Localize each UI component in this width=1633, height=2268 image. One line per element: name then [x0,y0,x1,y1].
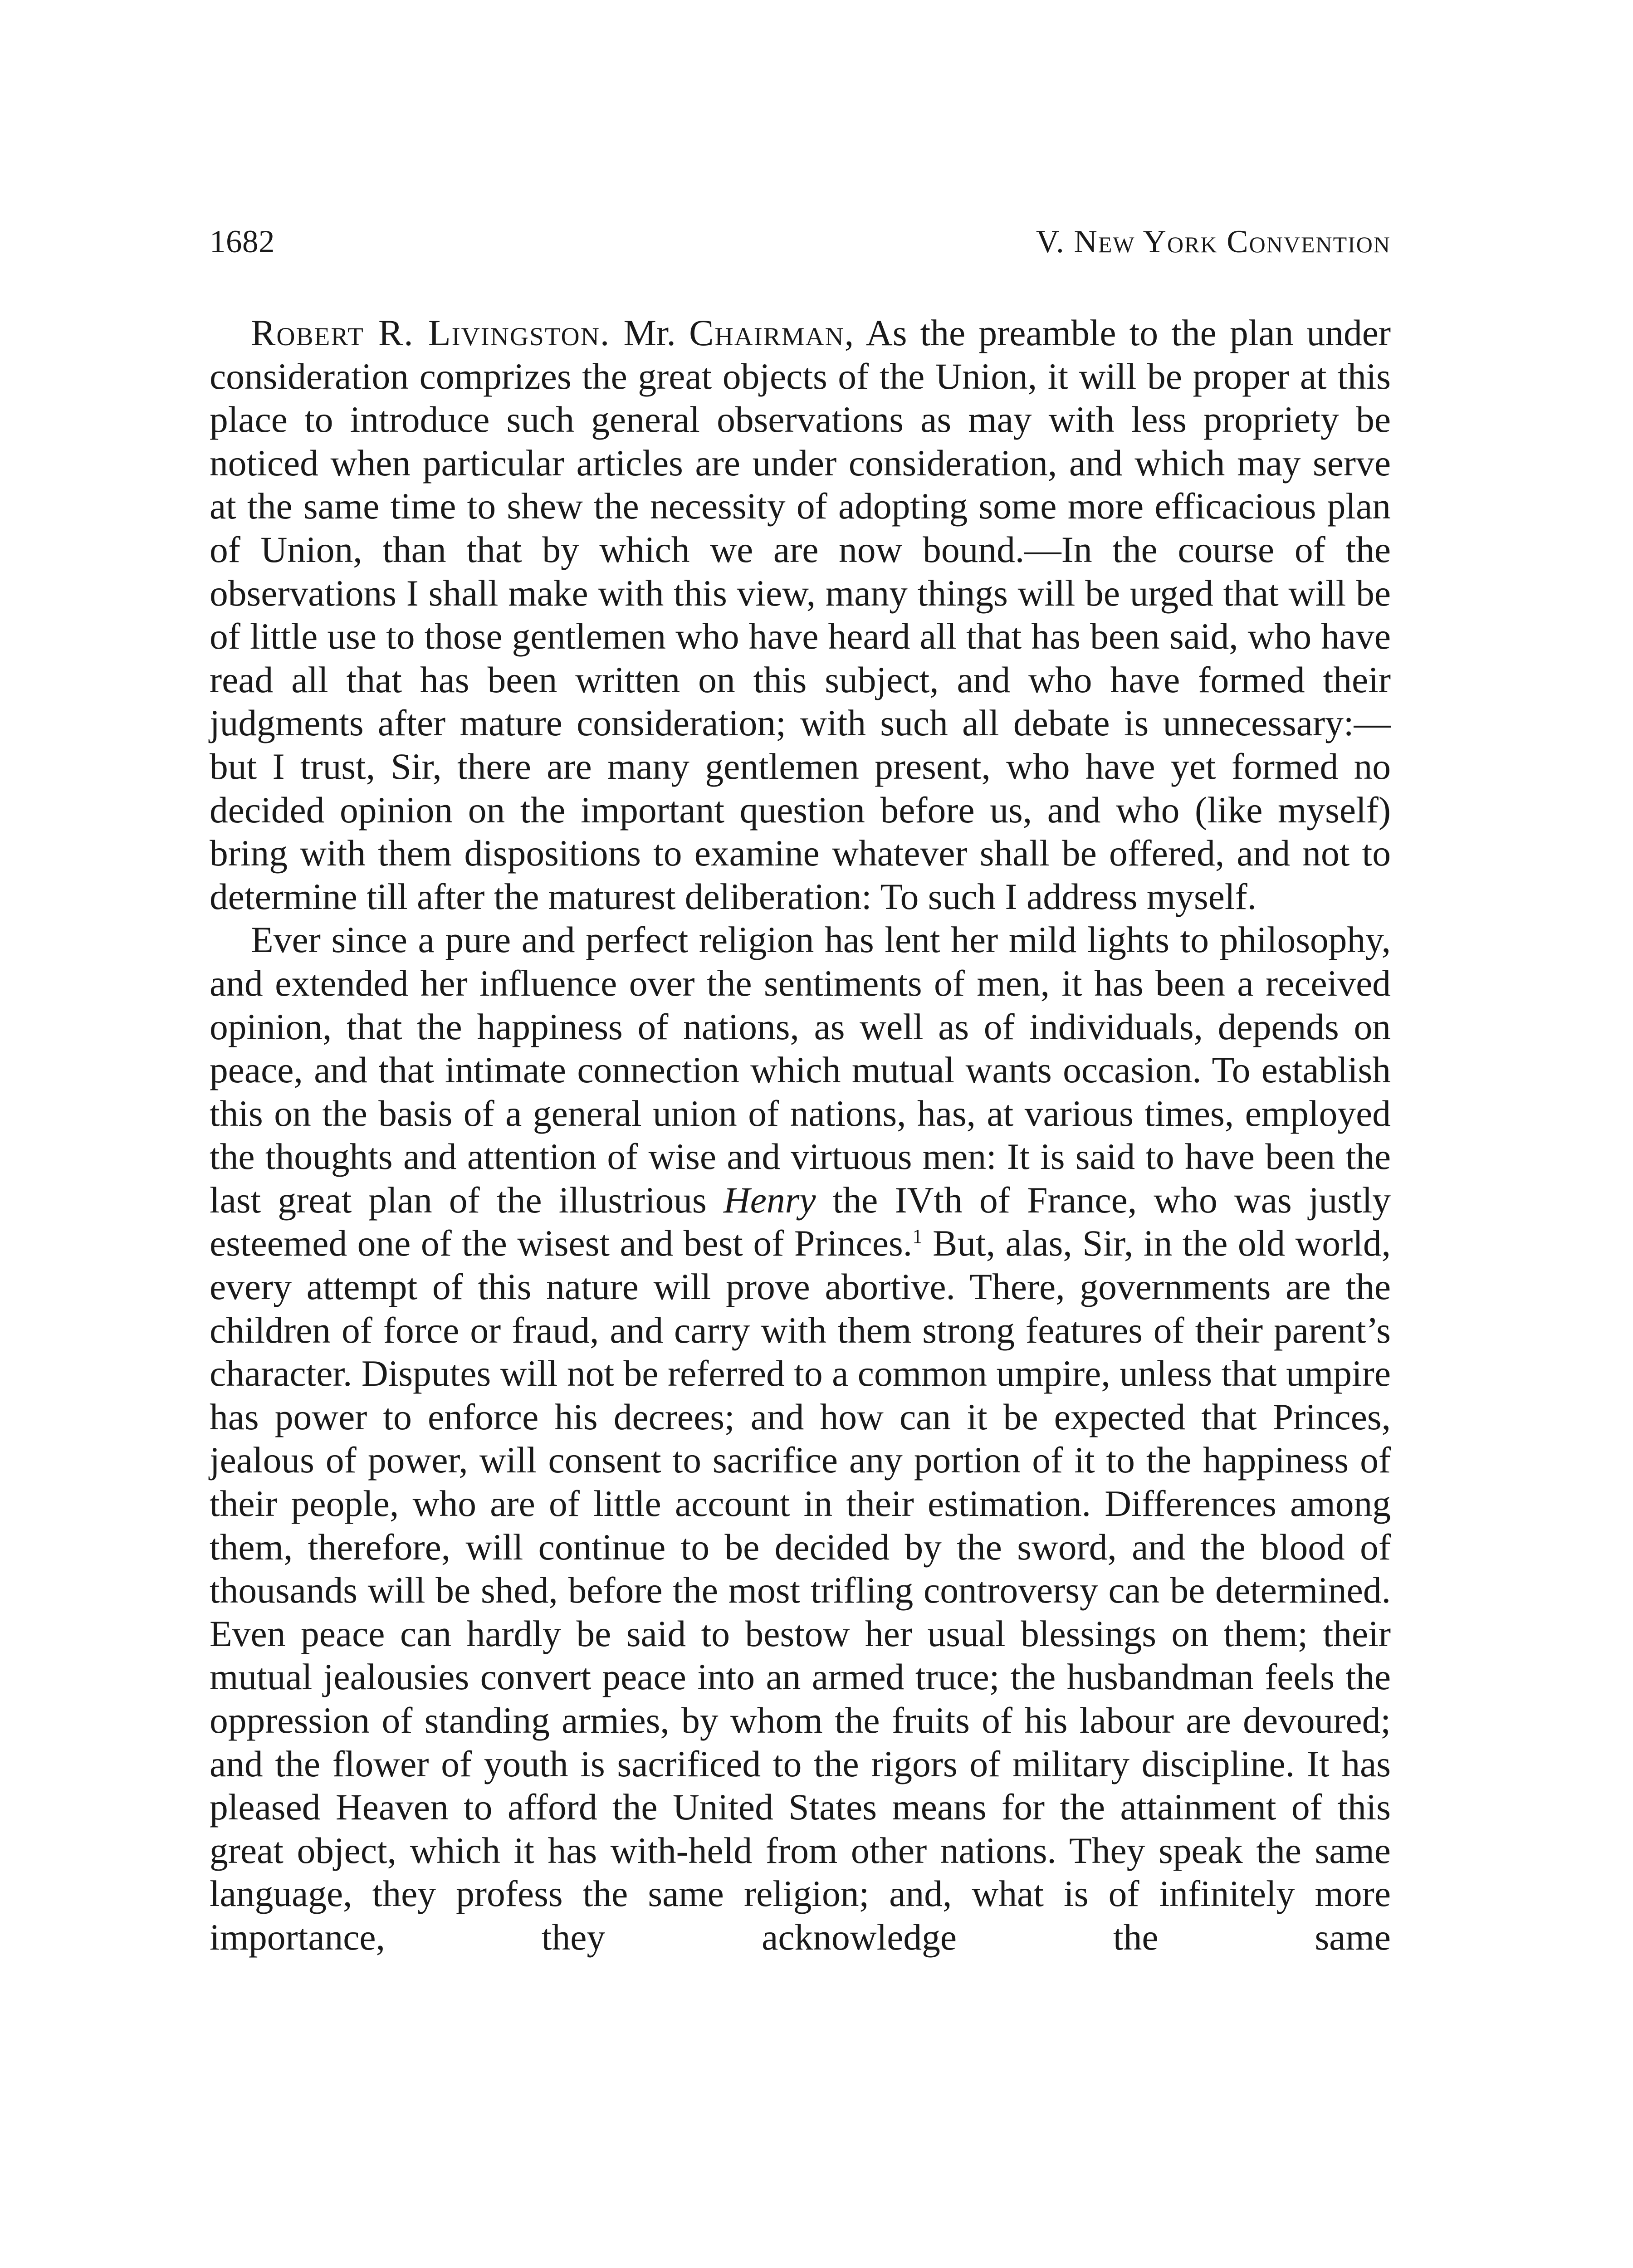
running-head [210,221,1391,262]
running-title: V. New York Convention [1036,224,1391,259]
speaker-name: Robert R. Livingston. [251,312,611,353]
paragraph-text: As the preamble to the plan under consideration comprizes the great objects of the Union, it will be proper at this place to introduce such general observations as may with less propriety be noticed when particular articles are under consideration, and which may serve at the same time to shew the necessity of adopting some more efficacious plan of Union, than that by which we are now bound.—In the course of the observations I shall make with this view, many things will be urged that will be of little use to those gentlemen who have heard all that has been said, who have read all that has been written on this subject, and who have formed their judgments after mature consideration; with such all debate is unnecessary:—but I trust, Sir, there are many gentlemen present, who have yet formed no decided opinion on the important question before us, and who (like myself) bring with them dispositions to examine whatever shall be offered, and not to determine till after the maturest deliberation: To such I address myself. [210,312,1391,917]
page-number: 1682 [210,224,275,259]
body-text [210,311,1391,1959]
paragraph-text: Ever since a pure and perfect religion has lent her mild lights to philosophy, and extended her influence over the sentiments of men, it has been a received opinion, that the happiness of nations, as well as of individuals, depends on peace, and that intimate connection which mutual wants occasion. To establish this on the basis of a general union of nations, has, at various times, employed the thoughts and attention of wise and virtuous men: It is said to have been the last great plan of the illustrious [210,919,1391,1221]
italic-name-henry: Henry [723,1179,816,1221]
paragraph-text: But, alas, Sir, in the old world, every attempt of this nature will prove abortive. There, governments are the children of force or fraud, and carry with them strong features of their parent’s character. Disputes will not be referred to a common umpire, unless that umpire has power to enforce his decrees; and how can it be expected that Princes, jealous of power, will consent to sacrifice any portion of it to the happiness of their people, who are of little account in their estimation. Differences among them, therefore, will continue to be decided by the sword, and the blood of thousands will be shed, before the most trifling controversy can be determined. Even peace can hardly be said to bestow her usual blessings on them; their mutual jealousies convert peace into an armed truce; the husbandman feels the oppression of standing armies, by whom the fruits of his labour are devoured; and the flower of youth is sacrificed to the rigors of military discipline. It has pleased Heaven to afford the United States means for the attainment of this great object, which it has with-held from other nations. They speak the same language, they profess the same religion; and, what is of infinitely more importance, they acknowledge the same [210,1222,1391,1958]
footnote-reference[interactable]: 1 [912,1225,923,1248]
paragraph-livingston-speech [210,311,1391,918]
paragraph-text: the IVth of France, who was justly esteemed one of the wisest and best of Princes. [210,1179,1391,1264]
honorific-mr: Mr. [623,312,676,353]
honorific-chairman: Chairman, [689,312,855,353]
paragraph-religion-peace [210,918,1391,1959]
